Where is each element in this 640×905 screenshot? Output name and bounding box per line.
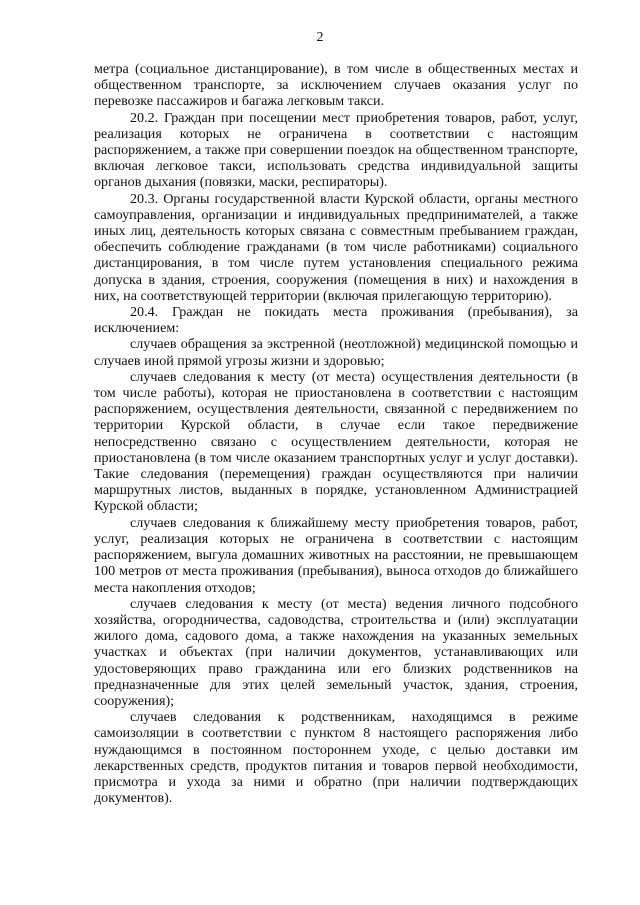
document-body xyxy=(94,61,578,806)
exception-shopping-pets-waste: случаев следования к ближайшему месту приобретения товаров, работ, услуг, реализация которых не ограничена в соответствии с настоящим распоряжением, выгула домашних животных на расстоянии, не превышающем 100 метров от места проживания (пребывания), выноса отходов до ближайшего места накопления отходов; xyxy=(94,514,578,596)
paragraph-20-3: 20.3. Органы государственной власти Курской области, органы местного самоуправления, организации и индивидуальных предпринимателей, а также иных лиц, деятельность которых связана с совместным пребыванием граждан, обеспечить соблюдение гражданами (в том числе работниками) социального дистанцирования, в том числе путем установления специального режима допуска в здания, строения, сооружения (помещения в них) и нахождения в них, на соответствующей территории (включая прилегающую территорию). xyxy=(94,190,578,304)
exception-relatives-care: случаев следования к родственникам, находящимся в режиме самоизоляции в соответствии с пунктом 8 настоящего распоряжения либо нуждающимся в постоянном постороннем уходе, с целью доставки им лекарственных средств, продуктов питания и товаров первой необходимости, присмотра и ухода за ними и обратно (при наличии подтверждающих документов). xyxy=(94,709,578,807)
exception-medical: случаев обращения за экстренной (неотложной) медицинской помощью и случаев иной прямой угрозы жизни и здоровью; xyxy=(94,336,578,369)
paragraph-20-4: 20.4. Граждан не покидать места проживания (пребывания), за исключением: xyxy=(94,304,578,337)
paragraph-20-2: 20.2. Граждан при посещении мест приобретения товаров, работ, услуг, реализация которых не ограничена в соответствии с настоящим распоряжением, а также при совершении поездок на общественном транспорте, включая легковое такси, использовать средства индивидуальной защиты органов дыхания (повязки, маски, респираторы). xyxy=(94,109,578,191)
exception-garden-dacha: случаев следования к месту (от места) ведения личного подсобного хозяйства, огородничества, садоводства, строительства и (или) эксплуатации жилого дома, садового дома, а также нахождения на указанных земельных участках и объектах (при наличии документов, устанавливающих или удостоверяющих право гражданина или его близких родственников на предназначенные для этих целей земельный участок, здания, строения, сооружения); xyxy=(94,595,578,709)
paragraph-continuation: метра (социальное дистанцирование), в том числе в общественных местах и общественном транспорте, за исключением случаев оказания услуг по перевозке пассажиров и багажа легковым такси. xyxy=(94,61,578,110)
page-number: 2 xyxy=(316,30,324,45)
exception-work-travel: случаев следования к месту (от места) осуществления деятельности (в том числе работы), которая не приостановлена в соответствии с настоящим распоряжением, осуществления деятельности, связанной с передвижением по территории Курской области, в случае если такое передвижение непосредственно связано с осуществлением деятельности, которая не приостановлена (в том числе оказанием транспортных услуг и услуг доставки). Такие следования (перемещения) граждан осуществляются при наличии маршрутных листов, выданных в порядке, установленном Администрацией Курской области; xyxy=(94,368,578,515)
